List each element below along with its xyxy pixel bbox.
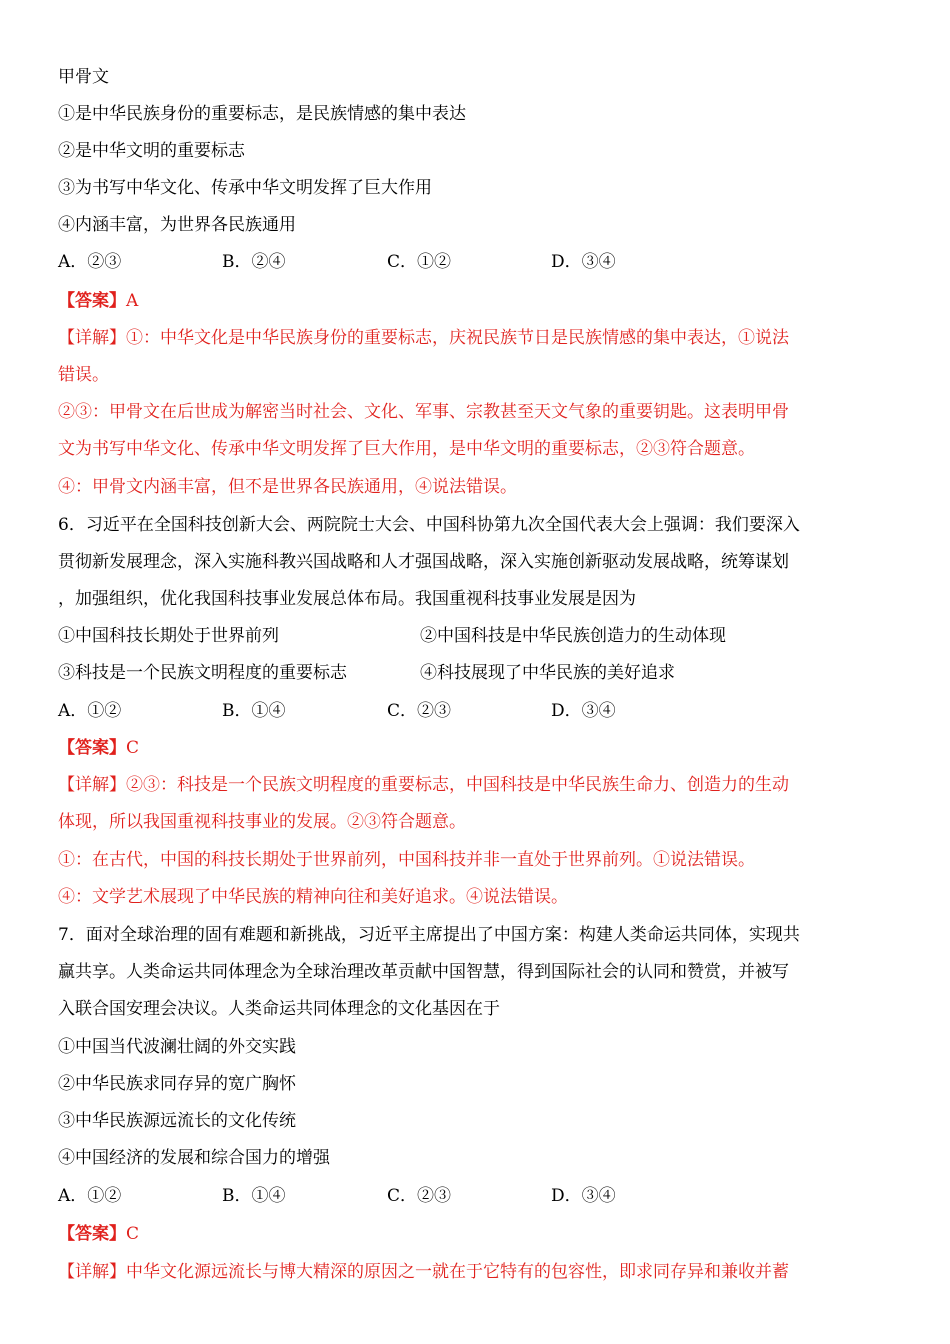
q5-detail-line-4: 文为书写中华文化、传承中华文明发挥了巨大作用，是中华文明的重要标志，②③符合题意。	[58, 439, 755, 459]
q7-answer	[58, 1223, 890, 1245]
q6-stem-line-2: 贯彻新发展理念，深入实施科教兴国战略和人才强国战略，深入实施创新驱动发展战略，统筹谋划	[58, 552, 789, 572]
q7-item-3: ③中华民族源远流长的文化传统	[58, 1111, 296, 1131]
q5-detail-line-1	[58, 327, 890, 349]
q7-option-b: B．①④	[222, 1186, 286, 1206]
q7-answer-value: C	[126, 1224, 140, 1244]
q5-option-b: B．②④	[222, 252, 286, 272]
q6-detail-label: 【详解】	[58, 775, 126, 795]
q5-item-2: ②是中华文明的重要标志	[58, 141, 245, 161]
q6-detail-line-2: 体现，所以我国重视科技事业的发展。②③符合题意。	[58, 812, 466, 832]
q7-answer-label: 【答案】	[58, 1224, 126, 1244]
q7-stem-line-3: 入联合国安理会决议。人类命运共同体理念的文化基因在于	[58, 999, 500, 1019]
q5-detail-line-2: 错误。	[58, 365, 109, 385]
q5-answer-value: A	[126, 291, 139, 311]
q6-detail-line-1	[58, 774, 890, 796]
q7-stem-line-2: 赢共享。人类命运共同体理念为全球治理改革贡献中国智慧，得到国际社会的认同和赞赏，并被写	[58, 962, 789, 982]
q5-option-a: A．②③	[58, 252, 122, 272]
q6-item-2: ②中国科技是中华民族创造力的生动体现	[420, 626, 726, 646]
q5-answer	[58, 290, 890, 312]
q6-detail-text-1: ②③：科技是一个民族文明程度的重要标志，中国科技是中华民族生命力、创造力的生动	[126, 775, 789, 795]
q5-item-3: ③为书写中华文化、传承中华文明发挥了巨大作用	[58, 178, 432, 198]
q6-option-a: A．①②	[58, 701, 122, 721]
q6-option-c: C．②③	[387, 701, 452, 721]
q5-item-1: ①是中华民族身份的重要标志，是民族情感的集中表达	[58, 104, 466, 124]
q5-detail-line-5: ④：甲骨文内涵丰富，但不是世界各民族通用，④说法错误。	[58, 477, 517, 497]
q6-detail-line-4: ④：文学艺术展现了中华民族的精神向往和美好追求。④说法错误。	[58, 887, 568, 907]
q7-option-d: D．③④	[551, 1186, 616, 1206]
q5-detail-line-3: ②③：甲骨文在后世成为解密当时社会、文化、军事、宗教甚至天文气象的重要钥匙。这表明甲骨	[58, 402, 789, 422]
q5-detail-label: 【详解】	[58, 328, 126, 348]
q7-option-a: A．①②	[58, 1186, 122, 1206]
q5-top-line: 甲骨文	[58, 67, 109, 87]
q6-detail-line-3: ①：在古代，中国的科技长期处于世界前列，中国科技并非一直处于世界前列。①说法错误。	[58, 850, 755, 870]
q7-stem-line-1: 7．面对全球治理的固有难题和新挑战，习近平主席提出了中国方案：构建人类命运共同体，实现共	[58, 925, 800, 945]
q6-answer-label: 【答案】	[58, 738, 126, 758]
q5-item-4: ④内涵丰富，为世界各民族通用	[58, 215, 296, 235]
q5-option-c: C．①②	[387, 252, 452, 272]
q6-item-1: ①中国科技长期处于世界前列	[58, 626, 279, 646]
q6-item-4: ④科技展现了中华民族的美好追求	[420, 663, 675, 683]
q5-detail-text-1: ①：中华文化是中华民族身份的重要标志，庆祝民族节日是民族情感的集中表达，①说法	[126, 328, 789, 348]
q7-detail-text-1: 中华文化源远流长与博大精深的原因之一就在于它特有的包容性，即求同存异和兼收并蓄	[126, 1262, 789, 1282]
q7-detail-label: 【详解】	[58, 1262, 126, 1282]
q6-answer-value: C	[126, 738, 140, 758]
q7-item-2: ②中华民族求同存异的宽广胸怀	[58, 1074, 296, 1094]
q7-item-4: ④中国经济的发展和综合国力的增强	[58, 1148, 330, 1168]
q6-stem-line-3: ，加强组织，优化我国科技事业发展总体布局。我国重视科技事业发展是因为	[58, 589, 636, 609]
q6-option-b: B．①④	[222, 701, 286, 721]
q6-answer	[58, 737, 890, 759]
q7-detail-line-1	[58, 1261, 890, 1283]
q6-stem-line-1: 6．习近平在全国科技创新大会、两院院士大会、中国科协第九次全国代表大会上强调：我们要深入	[58, 515, 800, 535]
q5-option-d: D．③④	[551, 252, 616, 272]
q7-option-c: C．②③	[387, 1186, 452, 1206]
q5-answer-label: 【答案】	[58, 291, 126, 311]
q6-option-d: D．③④	[551, 701, 616, 721]
q6-item-3: ③科技是一个民族文明程度的重要标志	[58, 663, 347, 683]
q7-item-1: ①中国当代波澜壮阔的外交实践	[58, 1037, 296, 1057]
